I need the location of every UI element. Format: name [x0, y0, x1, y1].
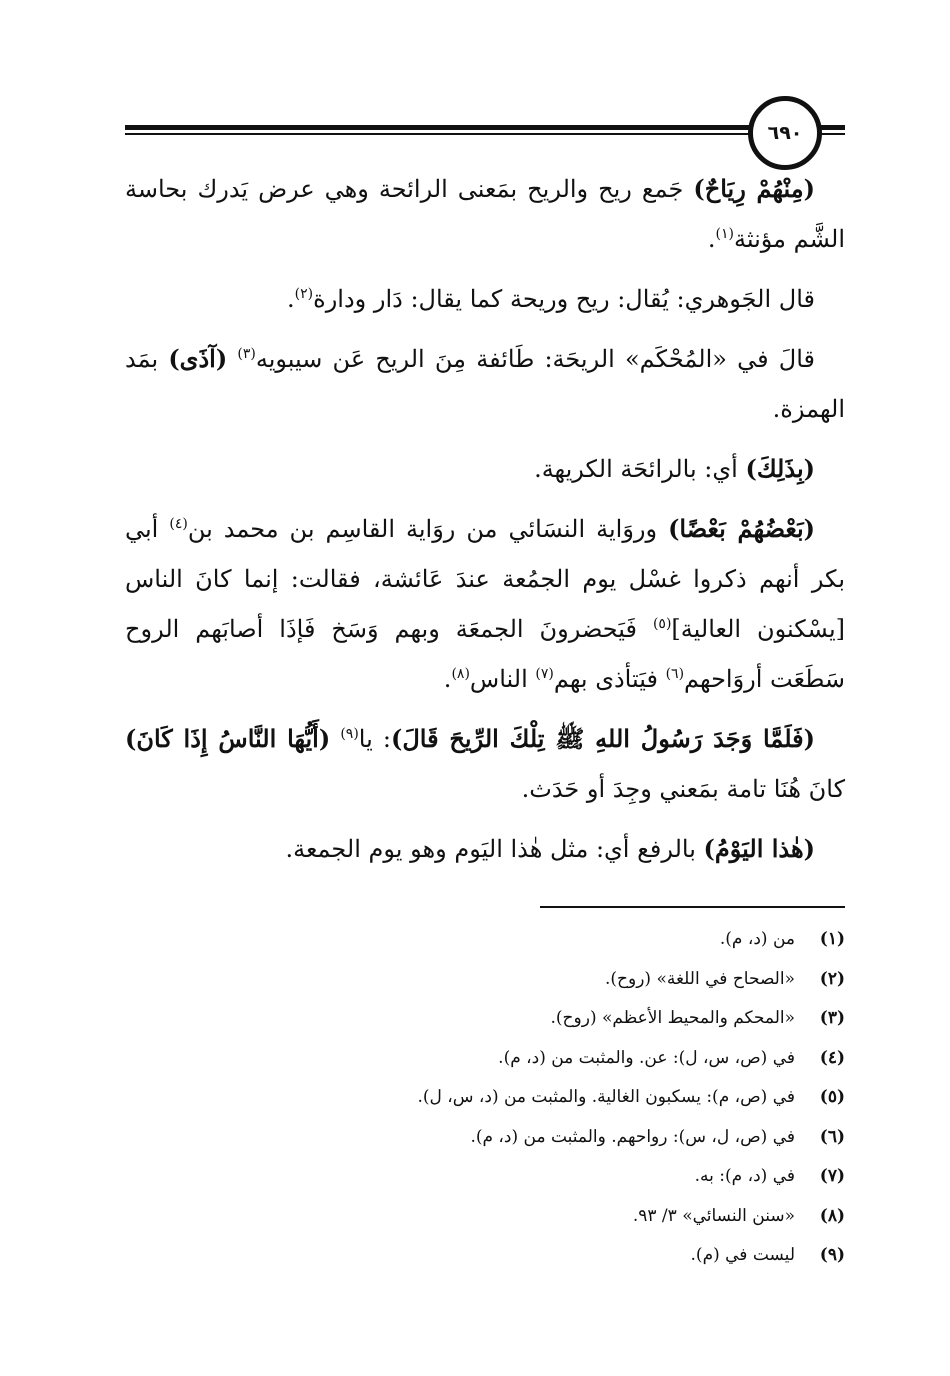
text-run: قالَ في «المُحْكَم» الريحَة: طَائفة مِنَ الريح عَن سيبويه	[255, 345, 815, 373]
footnote-ref: (٩)	[340, 726, 359, 742]
footnote-number: (٦)	[819, 1126, 845, 1147]
footnote-separator	[540, 906, 845, 908]
paragraph	[125, 334, 845, 434]
quoted-term: (فَلَمَّا وَجَدَ رَسُولُ اللهِ ﷺ تِلْكَ الرِّيحَ قَالَ)	[390, 724, 816, 753]
text-run: قال الجَوهري: يُقال: ريح وريحة كما يقال: دَار ودارة	[313, 285, 815, 313]
footnote-ref: (٨)	[451, 666, 470, 682]
footnote-ref: (٦)	[665, 666, 685, 682]
paragraph	[125, 444, 845, 494]
text-run	[330, 725, 340, 753]
quoted-term: (بَعْضُهُمْ بَعْضًا)	[668, 514, 815, 543]
footnote-ref: (١)	[715, 226, 734, 242]
quoted-term: (آذَى)	[168, 344, 228, 373]
paragraph	[125, 274, 845, 324]
paragraph	[125, 164, 845, 264]
footnote-number: (٤)	[819, 1047, 845, 1068]
footnote-item	[125, 1197, 845, 1237]
footnote-number: (٨)	[819, 1205, 845, 1226]
quoted-term: (أَيُّهَا النَّاسُ إِذَا كَانَ)	[125, 724, 331, 753]
text-run: جَمع ريح والريح بمَعنى الرائحة وهي عرض يَدرك بحاسة الشَّم مؤنثة	[125, 175, 845, 253]
footnote-item	[125, 1157, 845, 1197]
header-rule-thick	[125, 125, 845, 130]
text-run: فَيَحضرونَ الجمعَة وبهم وَسَخ فَإذَا أصابَهم الروح سَطَعَت أروَاحهم	[125, 615, 845, 693]
footnote-number: (٣)	[819, 1008, 845, 1028]
footnote-text: «الصحاح في اللغة» (روح).	[605, 968, 795, 989]
footnote-item	[125, 920, 845, 960]
footnote-item	[125, 1078, 845, 1118]
footnote-ref: (٧)	[535, 666, 554, 682]
footnote-ref: (٥)	[652, 616, 672, 632]
footnote-ref: (٢)	[294, 286, 314, 302]
main-text	[125, 164, 845, 884]
text-run: بمَد الهمزة.	[125, 345, 845, 423]
text-run	[227, 345, 237, 373]
footnote-text: ليست في (م).	[690, 1245, 795, 1265]
footnote-ref: (٤)	[169, 516, 188, 532]
header-rule-thin	[125, 133, 845, 135]
footnote-item	[125, 960, 845, 1000]
paragraph	[125, 504, 845, 704]
paragraph	[125, 824, 845, 874]
footnote-ref: (٣)	[237, 346, 256, 362]
footnote-item	[125, 1236, 845, 1276]
footnote-text: في (ص، م): يسكبون الغالية. والمثبت من (د، س، ل).	[417, 1087, 795, 1107]
text-run: أبي بكر أنهم ذكروا غسْل يوم الجمُعة عندَ عَائشة، فقالت: إنما كانَ الناس [يسْكنون العالية]	[125, 515, 846, 643]
text-run: الناس	[469, 665, 536, 693]
text-run: .	[443, 665, 452, 693]
page-number: ٦٩٠	[767, 122, 803, 144]
text-run: : يا	[358, 725, 391, 753]
quoted-term: (بِذَلِكَ)	[745, 454, 815, 483]
text-run: فيَتأذى بهم	[553, 665, 666, 693]
footnote-text: في (د، م): به.	[694, 1166, 795, 1186]
quoted-term: (هٰذا اليَوْمُ)	[703, 834, 815, 863]
text-run: بالرفع أي: مثل هٰذا اليَوم وهو يوم الجمعة.	[285, 835, 704, 863]
footnote-item	[125, 1118, 845, 1158]
text-run: كانَ هُنَا تامة بمَعني وجِدَ أو حَدَث.	[521, 775, 845, 803]
text-run: وروَاية النسَائي من روَاية القاسِم بن محمد بن	[187, 515, 669, 543]
text-run: .	[707, 225, 716, 253]
footnote-text: «سنن النسائي» ٣/ ٩٣.	[632, 1205, 795, 1226]
paragraph	[125, 714, 845, 814]
footnote-number: (٧)	[819, 1166, 845, 1186]
footnote-number: (٩)	[819, 1245, 845, 1265]
footnotes	[125, 920, 845, 1276]
quoted-term: (مِنْهُمْ رِيَاحٌ)	[693, 174, 815, 203]
footnote-text: «المحكم والمحيط الأعظم» (روح).	[550, 1008, 795, 1028]
footnote-item	[125, 999, 845, 1039]
header-rule	[125, 122, 845, 136]
text-run: أي: بالرائحَة الكريهة.	[534, 455, 746, 483]
footnote-number: (٢)	[819, 968, 845, 989]
page-number-badge	[748, 96, 822, 170]
footnote-text: في (ص، ل، س): رواحهم. والمثبت من (د، م).	[470, 1126, 795, 1147]
footnote-text: من (د، م).	[719, 929, 795, 949]
footnote-number: (٥)	[819, 1087, 845, 1107]
footnote-text: في (ص، س، ل): عن. والمثبت من (د، م).	[498, 1047, 795, 1068]
footnote-number: (١)	[819, 929, 845, 949]
text-run: .	[287, 285, 295, 313]
footnote-item	[125, 1039, 845, 1079]
